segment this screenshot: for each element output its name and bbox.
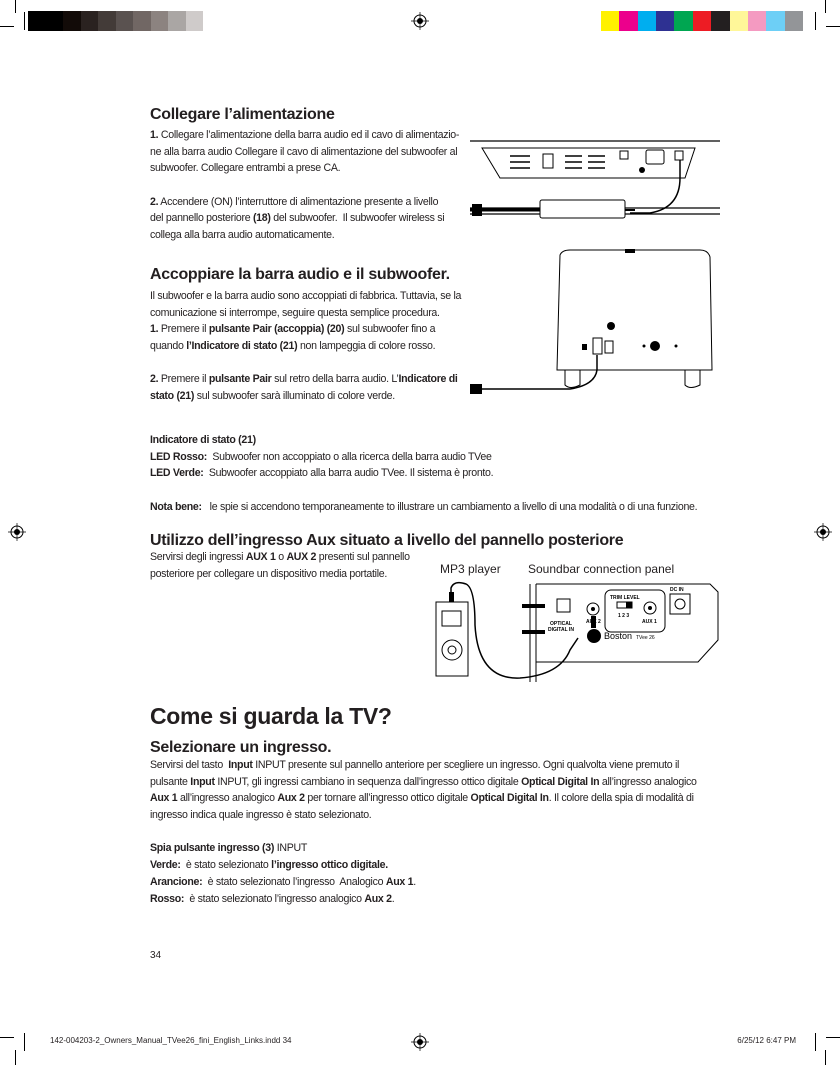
status-indicator-info xyxy=(150,432,697,515)
text-line xyxy=(150,160,459,177)
text-run: Collegare l’alimentazione della barra audio ed il cavo di alimentazio- xyxy=(158,129,460,141)
text-run: è stato selezionato l’ingresso Analogico xyxy=(202,875,386,888)
color-swatch xyxy=(81,11,99,31)
text-line xyxy=(150,840,697,857)
text-run: Premere il xyxy=(158,373,209,386)
bold-text: Spia pulsante ingresso (3) xyxy=(150,842,275,855)
soundbar-power-illustration xyxy=(470,138,720,233)
text-line xyxy=(150,388,461,405)
text-line xyxy=(150,371,461,388)
text-run: posteriore per collegare un dispositivo media portatile. xyxy=(150,567,388,580)
bold-text: 1. xyxy=(150,323,159,336)
registration-mark-icon xyxy=(8,523,26,541)
text-run: ne alla barra audio Collegare il cavo di alimentazione del subwoofer al xyxy=(150,145,458,158)
bold-text: LED Rosso: xyxy=(150,450,208,463)
text-run: all’ingresso analogico xyxy=(599,775,697,788)
bold-text: Input xyxy=(190,775,215,788)
text-line xyxy=(150,757,697,774)
registration-mark-icon xyxy=(411,1033,429,1051)
slug-filename: 142-004203-2_Owners_Manual_TVee26_fini_English_Links.indd 34 xyxy=(50,1036,292,1045)
crop-mark xyxy=(0,26,14,27)
text-line xyxy=(150,465,697,482)
text-run: INPUT presente sul pannello anteriore per scegliere un ingresso. Ogni qualvolta viene premuto il xyxy=(252,759,680,771)
mp3-player-label: MP3 player xyxy=(440,562,501,576)
text-line xyxy=(150,774,697,791)
text-run: ingresso indica quale ingresso è stato selezionato. xyxy=(150,809,372,822)
text-line xyxy=(150,144,459,161)
text-run: le spie si accendono temporaneamente to illustrare un cambiamento a livello di una modalità o di una funzione. xyxy=(201,500,698,513)
color-swatch xyxy=(46,11,64,31)
power-instructions xyxy=(150,127,459,244)
text-run: subwoofer. Collegare entrambi a prese CA. xyxy=(150,162,341,175)
text-line xyxy=(150,449,697,466)
text-run: . Il colore della spia di modalità di xyxy=(548,792,694,805)
bold-text: LED Verde: xyxy=(150,467,204,480)
crop-mark xyxy=(24,1033,25,1051)
bold-text: Optical Digital In xyxy=(470,792,549,805)
dc-in-port-label: DC IN xyxy=(670,587,684,593)
bold-text: pulsante Pair (accoppia) (20) xyxy=(208,323,345,336)
color-swatch xyxy=(63,11,81,31)
text-line xyxy=(150,790,697,807)
page-number: 34 xyxy=(150,950,162,961)
crop-mark xyxy=(815,12,816,30)
text-run: all’ingresso analogico xyxy=(177,792,278,805)
trim-level-label: TRIM LEVEL xyxy=(610,595,640,601)
pairing-instructions xyxy=(150,288,461,405)
trim-steps-label: 1 2 3 xyxy=(618,613,630,619)
bold-text: stato (21) xyxy=(150,390,195,403)
registration-mark-icon xyxy=(814,523,832,541)
section-title-select-input: Selezionare un ingresso. xyxy=(150,739,332,756)
color-swatch xyxy=(203,11,221,31)
text-run: o xyxy=(275,551,287,563)
text-line xyxy=(150,210,459,227)
text-line xyxy=(150,499,697,516)
text-run: presenti sul pannello xyxy=(316,551,410,563)
crop-mark xyxy=(815,1033,816,1051)
color-swatch xyxy=(711,11,729,31)
text-run: sul retro della barra audio. L’ xyxy=(271,373,399,386)
bold-text: Verde: xyxy=(150,859,181,872)
crop-mark xyxy=(15,0,16,13)
bold-text: Rosso: xyxy=(150,892,185,905)
text-line xyxy=(150,891,697,908)
color-swatch xyxy=(168,11,186,31)
text-line xyxy=(150,288,461,305)
subwoofer-illustration xyxy=(470,245,720,395)
color-swatch xyxy=(766,11,784,31)
text-line xyxy=(150,549,410,566)
text-line xyxy=(150,227,459,244)
aux-connection-illustration xyxy=(430,580,720,685)
text-run: Servirsi degli ingressi xyxy=(150,551,246,563)
crop-mark xyxy=(825,0,826,13)
soundbar-panel-label: Soundbar connection panel xyxy=(528,562,675,576)
crop-mark xyxy=(825,1050,826,1065)
text-run: del pannello posteriore xyxy=(150,212,253,225)
select-input-instructions xyxy=(150,757,697,907)
color-swatch xyxy=(151,11,169,31)
bold-text: l’ingresso ottico digitale. xyxy=(271,859,388,872)
color-swatch xyxy=(748,11,766,31)
text-run: Subwoofer non accoppiato o alla ricerca della barra audio TVee xyxy=(207,450,492,463)
bold-text: AUX 1 xyxy=(245,551,276,563)
page-heading-watch-tv: Come si guarda la TV? xyxy=(150,703,392,729)
registration-mark-icon xyxy=(411,12,429,30)
grayscale-color-bar xyxy=(28,11,221,31)
color-swatch xyxy=(619,11,637,31)
aux1-port-label: AUX 1 xyxy=(642,619,657,625)
text-run: Il subwoofer e la barra audio sono accoppiati di fabbrica. Tuttavia, se la xyxy=(150,290,462,302)
brand-logo-text: Boston xyxy=(604,631,633,641)
crop-mark xyxy=(826,26,840,27)
text-run: Servirsi del tasto xyxy=(150,759,229,771)
text-run: del subwoofer. Il subwoofer wireless si xyxy=(270,212,445,225)
section-title-power: Collegare l’alimentazione xyxy=(150,106,335,123)
bold-text: l’Indicatore di stato (21) xyxy=(186,340,298,353)
crop-mark xyxy=(24,12,25,30)
text-run: Premere il xyxy=(158,323,209,336)
bold-text: 2. xyxy=(150,373,159,386)
bold-text: Optical Digital In xyxy=(521,775,600,788)
crop-mark xyxy=(826,1037,840,1038)
text-run: INPUT, gli ingressi cambiano in sequenza dall’ingresso ottico digitale xyxy=(214,775,522,788)
text-line xyxy=(150,874,697,891)
text-run: Subwoofer accoppiato alla barra audio TVee. Il sistema è pronto. xyxy=(203,467,494,480)
bold-text: AUX 2 xyxy=(286,551,317,563)
bold-text: Indicatore di stato (21) xyxy=(150,434,256,446)
bold-text: Indicatore di xyxy=(398,373,458,386)
color-swatch xyxy=(186,11,204,31)
color-swatch xyxy=(98,11,116,31)
bold-text: Aux 1 xyxy=(385,875,414,888)
crop-mark xyxy=(0,1037,14,1038)
text-run: . xyxy=(391,892,395,905)
text-run: per tornare all’ingresso ottico digitale xyxy=(304,792,471,805)
text-line xyxy=(150,127,459,144)
digital-in-port-label: DIGITAL IN xyxy=(548,627,574,633)
text-run: non lampeggia di colore rosso. xyxy=(297,340,436,353)
text-run: quando xyxy=(150,340,187,353)
text-line xyxy=(150,824,697,841)
text-run: collega alla barra audio automaticamente. xyxy=(150,229,335,242)
text-run: sul subwoofer fino a xyxy=(344,323,436,336)
bold-text: Aux 2 xyxy=(364,892,392,905)
text-line xyxy=(150,305,461,322)
text-line xyxy=(150,432,697,449)
text-line xyxy=(150,857,697,874)
text-run: è stato selezionato l’ingresso analogico xyxy=(184,892,365,905)
color-swatch xyxy=(730,11,748,31)
text-run: . xyxy=(413,875,416,888)
color-swatch xyxy=(656,11,674,31)
text-run: comunicazione si interrompe, seguire questa semplice procedura. xyxy=(150,306,440,319)
text-run: pulsante xyxy=(150,775,191,788)
color-swatch xyxy=(785,11,803,31)
text-run: sul subwoofer sarà illuminato di colore verde. xyxy=(194,390,395,403)
bold-text: pulsante Pair xyxy=(208,373,272,386)
bold-text: Nota bene: xyxy=(150,500,202,513)
text-line xyxy=(150,566,410,583)
crop-mark xyxy=(15,1050,16,1065)
model-logo-text: TVee 26 xyxy=(636,635,655,641)
slug-date: 6/25/12 6:47 PM xyxy=(737,1036,796,1045)
text-run: INPUT xyxy=(274,842,308,855)
color-swatch xyxy=(674,11,692,31)
bold-text: Input xyxy=(228,759,253,771)
optical-port-label: OPTICAL xyxy=(550,621,572,627)
color-swatch xyxy=(638,11,656,31)
process-color-bar xyxy=(601,11,803,31)
text-run: Accendere (ON) l’interruttore di alimentazione presente a livello xyxy=(158,195,439,208)
bold-text: 2. xyxy=(150,195,159,208)
bold-text: (18) xyxy=(252,212,271,225)
text-line xyxy=(150,321,461,338)
color-swatch xyxy=(133,11,151,31)
section-title-pairing: Accoppiare la barra audio e il subwoofer. xyxy=(150,266,450,283)
text-line xyxy=(150,177,459,194)
bold-text: Aux 2 xyxy=(277,792,305,805)
bold-text: Aux 1 xyxy=(150,792,178,805)
bold-text: Arancione: xyxy=(150,875,203,888)
aux2-port-label: AUX 2 xyxy=(586,619,601,625)
color-swatch xyxy=(693,11,711,31)
color-swatch xyxy=(28,11,46,31)
text-line xyxy=(150,355,461,372)
text-line xyxy=(150,807,697,824)
color-swatch xyxy=(601,11,619,31)
section-title-aux: Utilizzo dell’ingresso Aux situato a livello del pannello posteriore xyxy=(150,532,624,549)
aux-instructions xyxy=(150,549,410,582)
text-line xyxy=(150,194,459,211)
color-swatch xyxy=(116,11,134,31)
text-run: è stato selezionato xyxy=(180,859,272,872)
text-line xyxy=(150,482,697,499)
text-line xyxy=(150,338,461,355)
bold-text: 1. xyxy=(150,129,159,141)
